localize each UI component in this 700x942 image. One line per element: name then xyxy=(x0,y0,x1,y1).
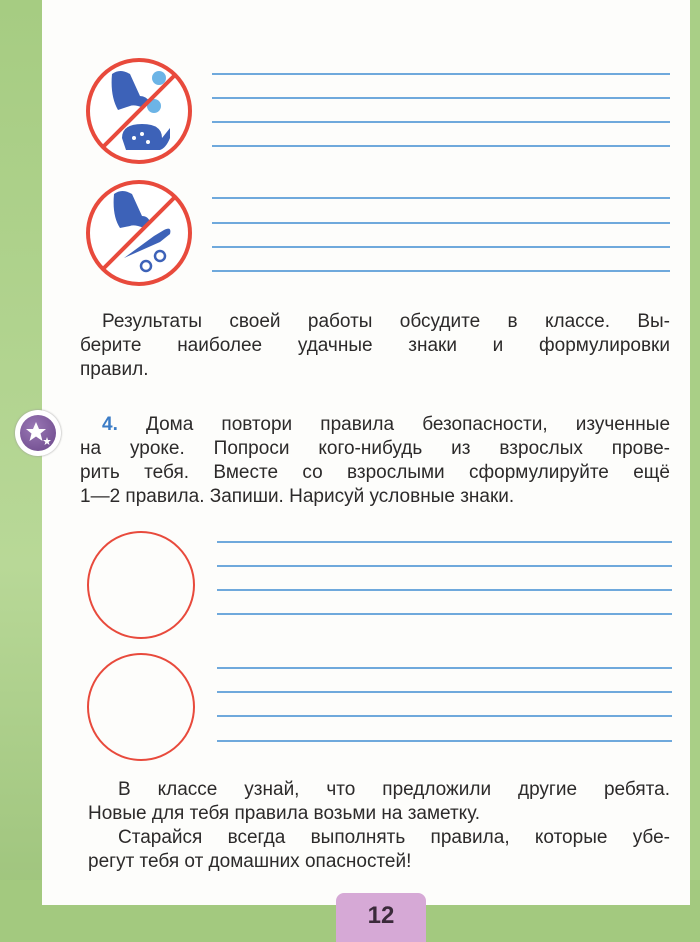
results-text-line: берите наиболее удачные знаки и формулировки xyxy=(80,335,670,356)
no-hot-kettle-sign-icon xyxy=(84,56,194,166)
writing-line[interactable] xyxy=(212,145,670,147)
task4-line: рить тебя. Вместе со взрослыми сформулируйте ещё xyxy=(80,462,670,483)
writing-line[interactable] xyxy=(217,541,672,543)
closing-line: В классе узнай, что предложили другие ребята. xyxy=(118,779,670,800)
writing-line[interactable] xyxy=(217,565,672,567)
writing-line[interactable] xyxy=(212,97,670,99)
closing-line: регут тебя от домашних опасностей! xyxy=(88,851,412,872)
closing-line: Старайся всегда выполнять правила, которые убе- xyxy=(118,827,670,848)
page-number: 12 xyxy=(336,893,426,942)
writing-line[interactable] xyxy=(212,222,670,224)
task4-line: 1—2 правила. Запиши. Нарисуй условные знаки. xyxy=(80,486,515,507)
writing-line[interactable] xyxy=(212,73,670,75)
task-number: 4. xyxy=(102,414,118,435)
star-icon xyxy=(20,415,56,451)
task4-line: на уроке. Попроси кого-нибудь из взрослых прове- xyxy=(80,438,670,459)
task4-line xyxy=(102,413,670,437)
writing-line[interactable] xyxy=(212,197,670,199)
writing-line[interactable] xyxy=(217,715,672,717)
writing-line[interactable] xyxy=(212,270,670,272)
task4-text: Дома повтори правила безопасности, изученные xyxy=(146,414,671,435)
writing-line[interactable] xyxy=(212,121,670,123)
closing-line: Новые для тебя правила возьми на заметку. xyxy=(88,803,481,824)
no-knife-scissors-sign-icon xyxy=(84,178,194,288)
writing-line[interactable] xyxy=(217,589,672,591)
writing-line[interactable] xyxy=(217,740,672,742)
results-text-line: правил. xyxy=(80,359,149,380)
writing-line[interactable] xyxy=(217,691,672,693)
empty-sign-circle[interactable] xyxy=(87,653,195,761)
writing-line[interactable] xyxy=(217,613,672,615)
writing-line[interactable] xyxy=(217,667,672,669)
star-task-badge xyxy=(15,410,61,456)
empty-sign-circle[interactable] xyxy=(87,531,195,639)
writing-line[interactable] xyxy=(212,246,670,248)
results-text-line: Результаты своей работы обсудите в классе. Вы- xyxy=(102,311,670,332)
